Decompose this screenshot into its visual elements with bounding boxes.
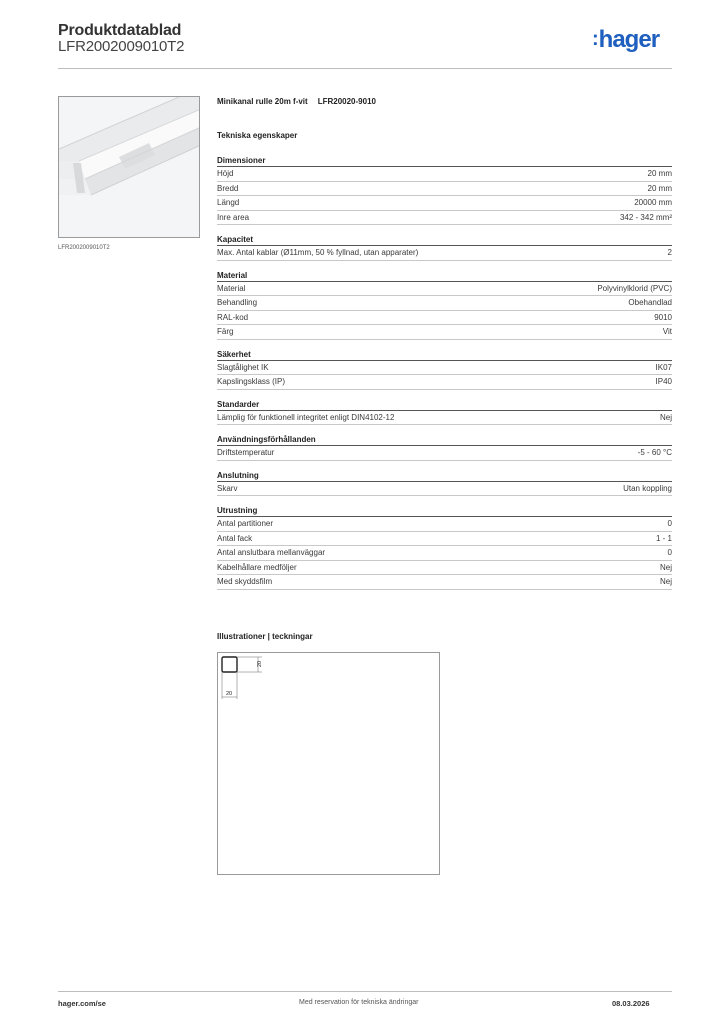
- dimension-drawing: [217, 652, 440, 875]
- cross-section-drawing: [218, 653, 441, 876]
- spec-row: [217, 561, 672, 576]
- height-dimension-label: 20: [257, 660, 263, 667]
- spec-row: [217, 325, 672, 340]
- spec-row: [217, 411, 672, 426]
- spec-row: [217, 375, 672, 390]
- spec-value: 342 - 342 mm²: [619, 212, 672, 222]
- spec-label: Höjd: [217, 169, 234, 178]
- spec-value: 20 mm: [647, 169, 672, 178]
- section-heading: Utrustning: [217, 505, 672, 517]
- spec-label: Max. Antal kablar (Ø11mm, 50 % fyllnad, utan apparater): [217, 248, 419, 257]
- spec-value: IK07: [655, 362, 672, 372]
- spec-section: [217, 234, 672, 261]
- product-code: LFR2002009010T2: [58, 38, 185, 55]
- section-heading: Kapacitet: [217, 234, 672, 246]
- spec-section: [217, 505, 672, 590]
- header-divider: [58, 68, 672, 69]
- spec-row: [217, 482, 672, 497]
- spec-row: [217, 361, 672, 376]
- spec-label: Bredd: [217, 183, 239, 193]
- spec-label: Kapslingsklass (IP): [217, 377, 286, 386]
- hager-logo: :hager: [592, 26, 660, 53]
- spec-row: [217, 546, 672, 561]
- spec-row: [217, 575, 672, 590]
- illustrations-heading: Illustrationer | teckningar: [217, 632, 313, 641]
- section-heading: Material: [217, 270, 672, 282]
- spec-value: IP40: [655, 377, 672, 386]
- section-heading: Standarder: [217, 399, 672, 411]
- cable-duct-illustration: [59, 97, 200, 238]
- spec-value: Nej: [659, 562, 672, 572]
- spec-row: [217, 446, 672, 461]
- section-heading: Användningsförhållanden: [217, 434, 672, 446]
- footer-disclaimer: Med reservation för tekniska ändringar: [299, 999, 419, 1006]
- spec-label: Antal anslutbara mellanväggar: [217, 548, 326, 557]
- spec-content: [217, 96, 672, 590]
- spec-row: [217, 311, 672, 326]
- width-dimension-label: 20: [226, 691, 233, 697]
- section-heading: Dimensioner: [217, 155, 672, 167]
- spec-value: 2: [667, 248, 672, 257]
- spec-value: 20 mm: [647, 183, 672, 193]
- spec-row: [217, 282, 672, 297]
- spec-value: Nej: [659, 577, 672, 586]
- spec-label: Med skyddsfilm: [217, 577, 273, 586]
- spec-label: Behandling: [217, 298, 258, 307]
- spec-value: 0: [667, 548, 672, 557]
- spec-label: Driftstemperatur: [217, 448, 275, 457]
- spec-row: [217, 182, 672, 197]
- spec-value: 9010: [654, 312, 672, 322]
- section-heading: Anslutning: [217, 470, 672, 482]
- spec-value: Polyvinylklorid (PVC): [597, 283, 672, 293]
- spec-row: [217, 211, 672, 226]
- spec-label: RAL-kod: [217, 312, 249, 322]
- duct-profile: [222, 657, 237, 672]
- spec-row: [217, 167, 672, 182]
- spec-value: 0: [667, 519, 672, 528]
- spec-label: Lämplig för funktionell integritet enligt DIN4102-12: [217, 412, 395, 422]
- spec-section: [217, 349, 672, 390]
- spec-label: Slagtålighet IK: [217, 362, 269, 372]
- spec-section: [217, 399, 672, 426]
- spec-value: 20000 mm: [634, 198, 672, 207]
- spec-row: [217, 517, 672, 532]
- product-reference: LFR20020-9010: [317, 97, 376, 106]
- spec-row: [217, 196, 672, 211]
- spec-section: [217, 470, 672, 497]
- product-name-line: [217, 96, 672, 108]
- spec-label: Färg: [217, 327, 234, 336]
- spec-section: [217, 270, 672, 340]
- section-heading: Säkerhet: [217, 349, 672, 361]
- footer-divider: [58, 991, 672, 992]
- spec-row: [217, 532, 672, 547]
- product-name: Minikanal rulle 20m f-vit: [217, 97, 308, 106]
- spec-section: [217, 434, 672, 461]
- spec-row: [217, 246, 672, 261]
- tech-heading: Tekniska egenskaper: [217, 131, 298, 140]
- document-title: Produktdatablad: [58, 22, 182, 39]
- spec-label: Kabelhållare medföljer: [217, 562, 297, 572]
- footer-website: hager.com/se: [58, 999, 106, 1008]
- spec-label: Antal partitioner: [217, 519, 274, 528]
- spec-label: Längd: [217, 198, 240, 207]
- spec-label: Material: [217, 283, 246, 293]
- spec-sections: [217, 155, 672, 590]
- spec-value: Vit: [662, 327, 672, 336]
- spec-label: Antal fack: [217, 533, 253, 543]
- spec-label: Inre area: [217, 212, 250, 222]
- spec-value: Nej: [659, 412, 672, 422]
- spec-value: Utan koppling: [623, 483, 672, 493]
- spec-section: [217, 155, 672, 225]
- image-caption: LFR2002009010T2: [58, 245, 110, 251]
- spec-row: [217, 296, 672, 311]
- spec-value: 1 - 1: [655, 533, 672, 543]
- spec-value: -5 - 60 °C: [637, 448, 672, 457]
- spec-value: Obehandlad: [628, 298, 672, 307]
- spec-label: Skarv: [217, 483, 238, 493]
- product-image: [58, 96, 200, 238]
- footer-date: 08.03.2026: [612, 999, 650, 1008]
